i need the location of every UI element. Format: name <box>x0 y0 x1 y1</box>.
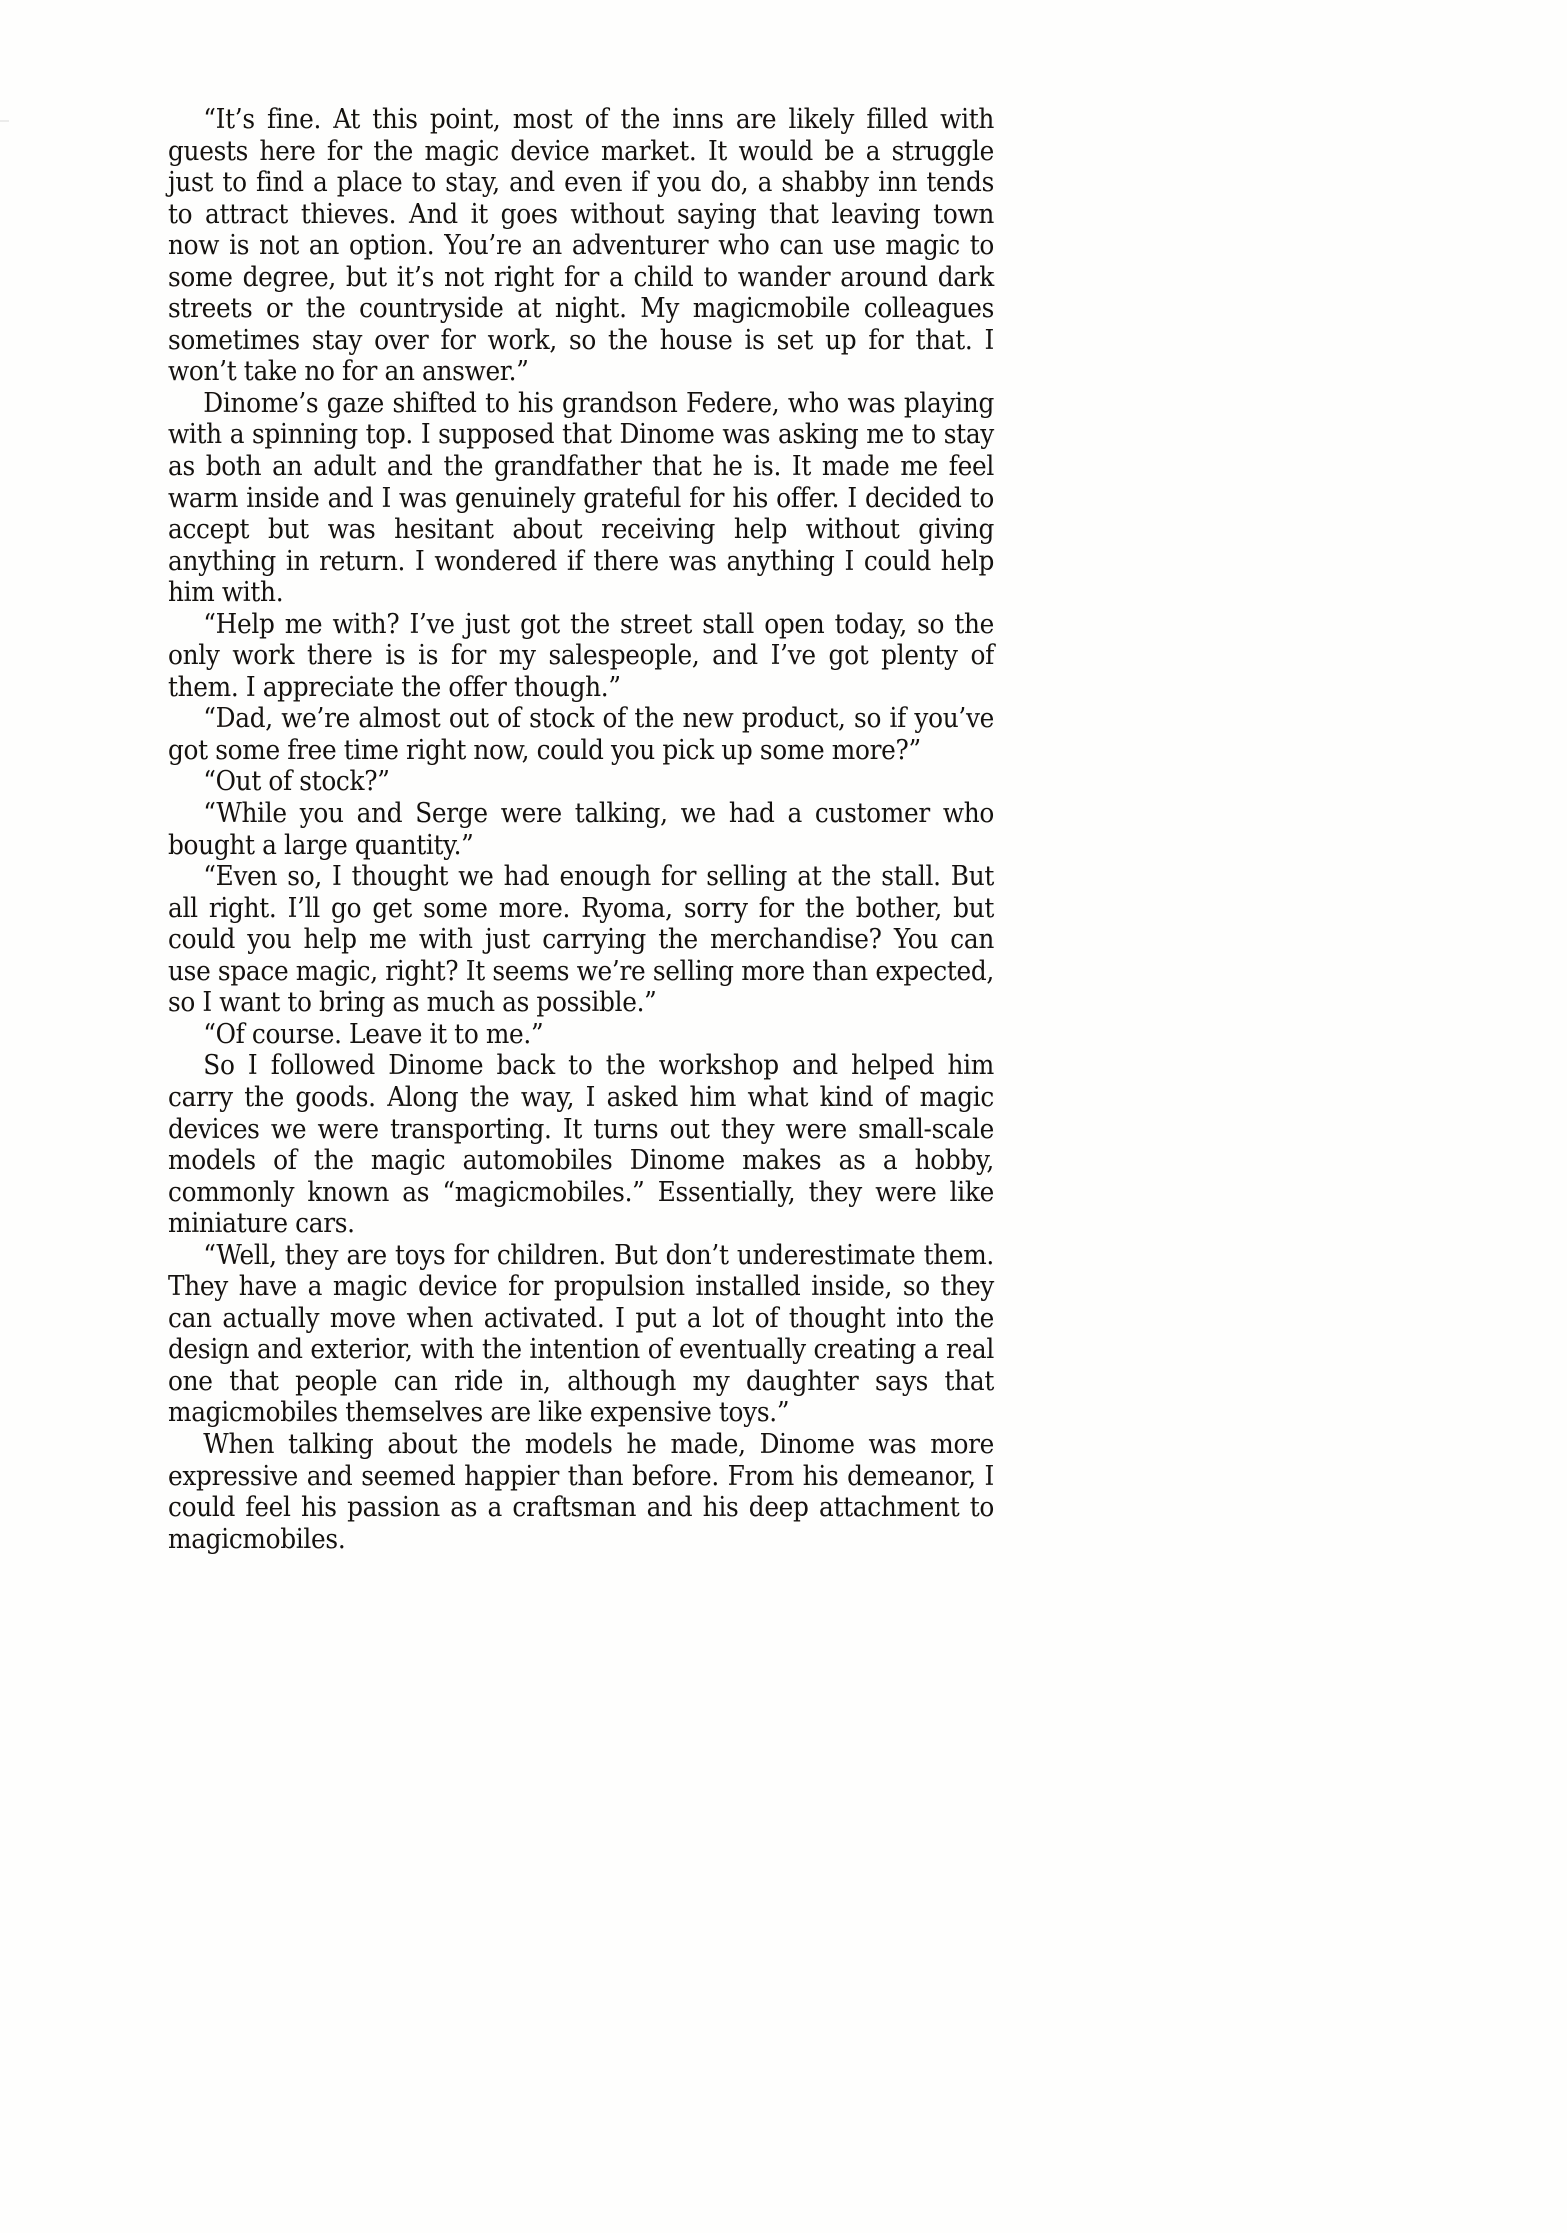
paragraph: “It’s fine. At this point, most of the inns are likely filled with guests here for the magic device market. It would be a struggle just to find a place to stay, and even if you do, a shabby inn tends to attract thieves. And it goes without saying that leaving town now is not an option. You’re an adventurer who can use magic to some degree, but it’s not right for a child to wander around dark streets or the countryside at night. My magicmobile colleagues sometimes stay over for work, so the house is set up for that. I won’t take no for an answer.” <box>168 104 995 388</box>
paragraph: Dinome’s gaze shifted to his grandson Federe, who was playing with a spinning top. I supposed that Dinome was asking me to stay as both an adult and the grandfather that he is. It made me feel warm inside and I was genuinely grateful for his offer. I decided to accept but was hesitant about receiving help without giving anything in return. I wondered if there was anything I could help him with. <box>168 387 995 609</box>
paragraph: “Of course. Leave it to me.” <box>203 1018 544 1050</box>
paragraph: “Dad, we’re almost out of stock of the new product, so if you’ve got some free time right now, could you pick up some more?” <box>168 703 995 766</box>
paragraph: “Well, they are toys for children. But don’t underestimate them. They have a magic device for propulsion installed inside, so they can actually move when activated. I put a lot of thought into the design and exterior, with the intention of eventually creating a real one that people can ride in, although my daughter says that magicmobiles themselves are like expensive toys.” <box>168 1239 995 1429</box>
paragraph: “While you and Serge were talking, we had a customer who bought a large quantity.” <box>168 798 995 861</box>
paragraph: “Help me with? I’ve just got the street stall open today, so the only work there is is for my salespeople, and I’ve got plenty of them. I appreciate the offer though.” <box>168 608 995 703</box>
body-text-column <box>168 104 994 1555</box>
paragraph: “Out of stock?” <box>203 766 390 798</box>
paragraph: When talking about the models he made, Dinome was more expressive and seemed happier than before. From his demeanor, I could feel his passion as a craftsman and his deep attachment to magicmobiles. <box>168 1428 995 1555</box>
scan-artifact <box>0 120 9 122</box>
paragraph: So I followed Dinome back to the workshop and helped him carry the goods. Along the way, I asked him what kind of magic devices we were transporting. It turns out they were small-scale models of the magic automobiles Dinome makes as a hobby, commonly known as “magicmobiles.” Essentially, they were like miniature cars. <box>168 1050 995 1240</box>
paragraph: “Even so, I thought we had enough for selling at the stall. But all right. I’ll go get some more. Ryoma, sorry for the bother, but could you help me with just carrying the merchandise? You can use space magic, right? It seems we’re selling more than expected, so I want to bring as much as possible.” <box>168 861 995 1019</box>
